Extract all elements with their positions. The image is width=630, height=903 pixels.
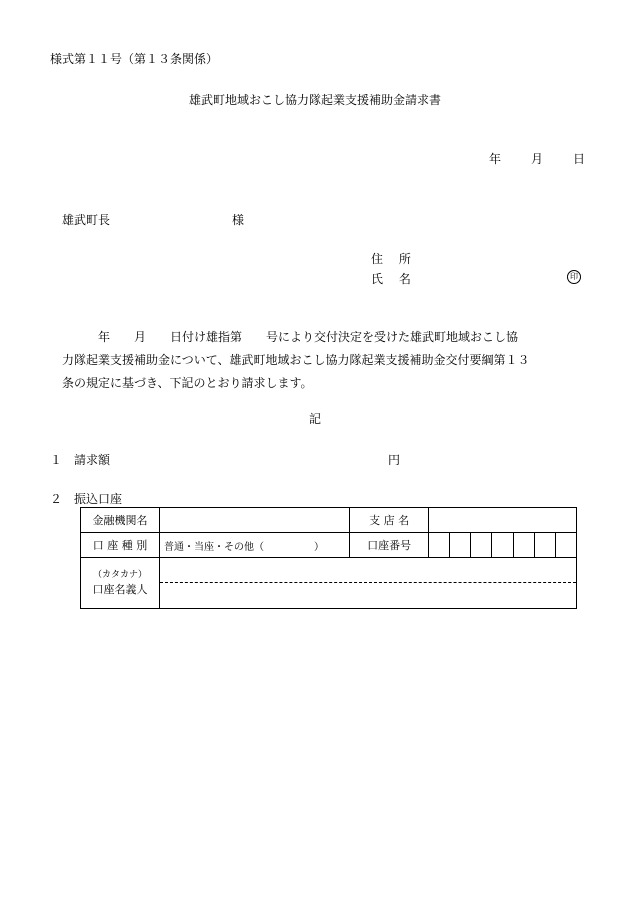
- item1-number: １: [50, 453, 63, 467]
- institution-label: 金融機関名: [81, 508, 160, 533]
- request-body: [62, 326, 582, 395]
- item2-number: ２: [50, 492, 63, 506]
- branch-field[interactable]: [429, 508, 577, 533]
- account-number-label: 口座番号: [350, 533, 429, 558]
- account-digit[interactable]: [534, 533, 555, 558]
- account-type-options[interactable]: 普通・当座・その他（ ）: [159, 533, 349, 558]
- account-digit[interactable]: [492, 533, 513, 558]
- body-line-1: 年 月 日付け雄指第 号により交付決定を受けた雄武町地域おこし協: [62, 330, 519, 344]
- date-year: 年: [489, 152, 502, 166]
- account-digit[interactable]: [471, 533, 492, 558]
- ki-heading: 記: [308, 412, 321, 426]
- honorific: 様: [232, 213, 245, 227]
- kana-label: （カタカナ）: [92, 570, 147, 580]
- addressee-name: 雄武町長: [62, 213, 111, 227]
- form-number: 様式第１１号（第１３条関係）: [50, 52, 219, 66]
- account-digit[interactable]: [513, 533, 534, 558]
- date-month: 月: [531, 152, 544, 166]
- address-label: 住 所: [371, 252, 417, 266]
- document-title: 雄武町地域おこし協力隊起業支援補助金請求書: [188, 93, 441, 107]
- table-row: [81, 558, 577, 609]
- holder-name-field[interactable]: [160, 583, 576, 608]
- bank-account-table: [80, 507, 577, 609]
- item1-unit: 円: [388, 453, 401, 467]
- branch-label: 支 店 名: [350, 508, 429, 533]
- holder-label: 口座名義人: [92, 583, 148, 596]
- date-day: 日: [573, 152, 586, 166]
- addressee: [62, 211, 244, 228]
- account-type-label: 口 座 種 別: [81, 533, 160, 558]
- date-line: [489, 150, 585, 167]
- table-row: [81, 508, 577, 533]
- name-label: 氏 名: [371, 272, 417, 286]
- seal-mark: 印: [567, 270, 581, 284]
- holder-kana-field[interactable]: [160, 558, 576, 583]
- item2-label: 振込口座: [74, 492, 123, 506]
- account-digit[interactable]: [450, 533, 471, 558]
- account-digit[interactable]: [429, 533, 450, 558]
- holder-field[interactable]: [159, 558, 576, 609]
- account-digit[interactable]: [555, 533, 576, 558]
- holder-label-cell: [81, 558, 160, 609]
- institution-field[interactable]: [159, 508, 349, 533]
- table-row: [81, 533, 577, 558]
- body-line-2: 力隊起業支援補助金について、雄武町地域おこし協力隊起業支援補助金交付要綱第１３: [62, 353, 530, 367]
- item1-label: 請求額: [74, 453, 111, 467]
- body-line-3: 条の規定に基づき、下記のとおり請求します。: [62, 376, 313, 390]
